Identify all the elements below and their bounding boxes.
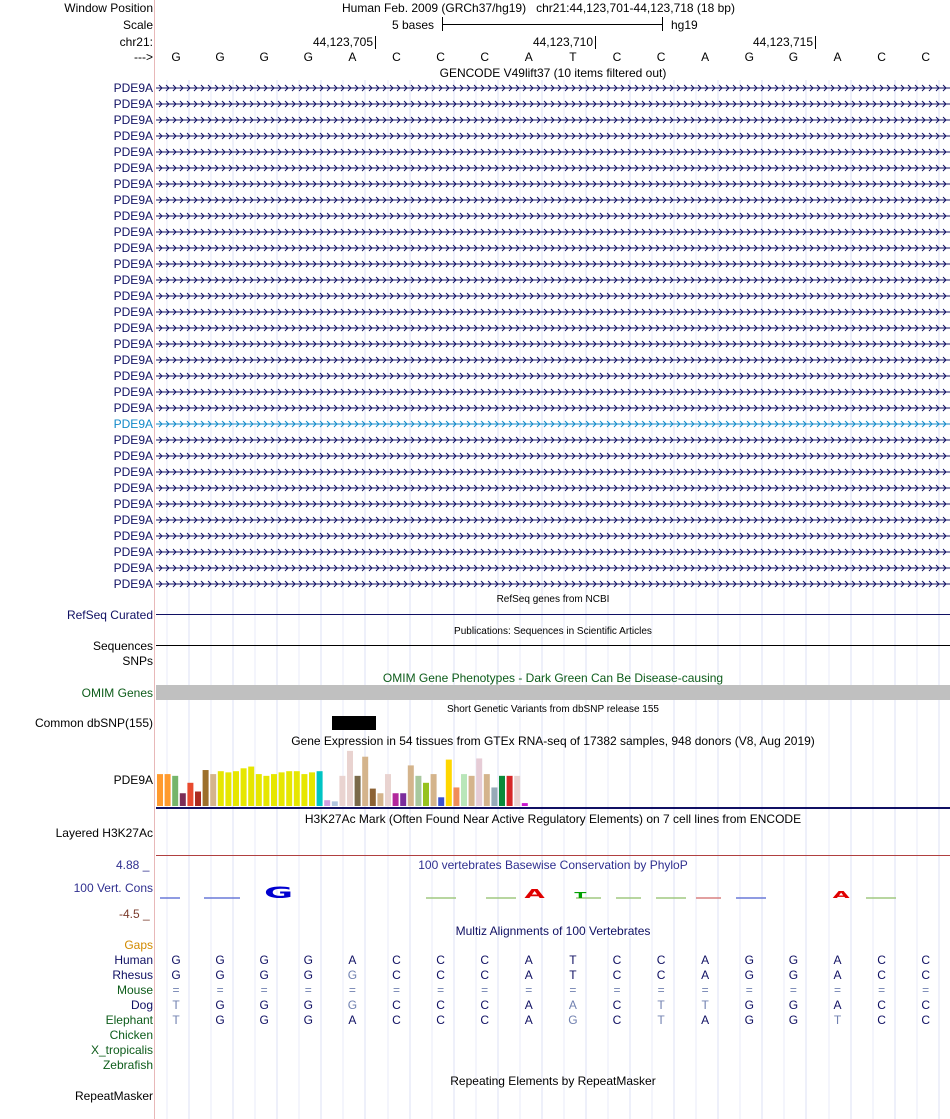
gencode-transcript-feature[interactable]	[156, 578, 950, 590]
multiz-base: T	[701, 998, 709, 1012]
gencode-transcript-label[interactable]: PDE9A	[113, 81, 153, 95]
snps-label[interactable]: SNPs	[122, 654, 153, 668]
multiz-base: A	[833, 953, 842, 967]
multiz-base: C	[921, 953, 931, 967]
gtex-tissue-bar	[286, 771, 292, 806]
gtex-expression-chart[interactable]	[156, 748, 950, 808]
multiz-species-label[interactable]: X_tropicalis	[90, 1043, 153, 1057]
reference-base: C	[392, 50, 401, 64]
multiz-base: G	[303, 968, 313, 982]
phylop-max: 4.88 _	[116, 858, 150, 872]
multiz-title[interactable]: Multiz Alignments of 100 Vertebrates	[455, 924, 651, 938]
multiz-base: A	[524, 968, 533, 982]
gencode-transcript-feature[interactable]	[156, 82, 950, 94]
gtex-tissue-bar	[415, 776, 421, 806]
coord-tick-1: 44,123,705	[313, 35, 373, 49]
gtex-tissue-bar	[507, 776, 513, 806]
multiz-base: C	[612, 968, 622, 982]
gtex-tissue-bar	[324, 800, 330, 806]
gencode-transcript-feature[interactable]	[156, 370, 950, 382]
strand-label: --->	[134, 50, 153, 64]
multiz-base: C	[877, 998, 886, 1012]
gtex-title[interactable]: Gene Expression in 54 tissues from GTEx RNA-seq of 17382 samples, 948 donors (V8, Aug 2019)	[291, 734, 815, 748]
multiz-base: C	[480, 998, 490, 1012]
phylop-letter: G	[264, 883, 293, 903]
reference-base: C	[436, 50, 445, 64]
multiz-base: T	[657, 998, 665, 1012]
gencode-transcript-label[interactable]: PDE9A	[113, 561, 153, 575]
coord-tick-2: 44,123,710	[533, 35, 593, 49]
multiz-base: =	[833, 983, 841, 997]
multiz-base: C	[877, 968, 886, 982]
multiz-base: C	[656, 953, 666, 967]
multiz-base: =	[657, 983, 665, 997]
multiz-base: G	[744, 953, 754, 967]
multiz-base: T	[172, 998, 180, 1012]
gencode-transcript-feature[interactable]	[156, 130, 950, 142]
reference-base: T	[569, 50, 577, 64]
gencode-transcript-label[interactable]: PDE9A	[113, 161, 153, 175]
gencode-transcript-label[interactable]: PDE9A	[113, 193, 153, 207]
multiz-base: C	[656, 968, 666, 982]
multiz-base: =	[304, 983, 312, 997]
gtex-tissue-bar	[279, 772, 285, 806]
multiz-base: A	[701, 968, 710, 982]
multiz-species-label[interactable]: Dog	[130, 998, 153, 1012]
gtex-tissue-bar	[309, 772, 315, 806]
reference-base: C	[656, 50, 666, 64]
assembly-name: Human Feb. 2009 (GRCh37/hg19)	[342, 1, 527, 15]
multiz-base: G	[303, 1013, 313, 1027]
gtex-tissue-bar	[187, 783, 193, 806]
reference-base: A	[348, 50, 357, 64]
multiz-base: C	[392, 1013, 401, 1027]
assembly-title	[342, 1, 735, 15]
multiz-base: C	[921, 1013, 931, 1027]
gtex-tissue-bar	[172, 776, 178, 806]
reference-base: G	[303, 50, 313, 64]
multiz-base: =	[172, 983, 180, 997]
multiz-base: G	[788, 1013, 799, 1027]
gtex-tissue-bar	[423, 783, 429, 806]
multiz-base: =	[922, 983, 930, 997]
gtex-tissue-bar	[400, 793, 406, 806]
gencode-transcript-label[interactable]: PDE9A	[113, 289, 153, 303]
gencode-transcript-feature[interactable]	[156, 530, 950, 542]
multiz-base: A	[524, 953, 533, 967]
gencode-transcript-label[interactable]: PDE9A	[113, 321, 153, 335]
gencode-transcript-label[interactable]: PDE9A	[113, 177, 153, 191]
multiz-base: C	[921, 998, 931, 1012]
multiz-base: C	[612, 953, 622, 967]
gtex-tissue-bar	[347, 751, 353, 806]
gencode-transcript-feature[interactable]	[156, 466, 950, 478]
gencode-transcript-feature[interactable]	[156, 226, 950, 238]
gencode-transcript-feature[interactable]	[156, 242, 950, 254]
multiz-species-label[interactable]: Zebrafish	[102, 1058, 153, 1072]
gencode-title[interactable]: GENCODE V49lift37 (10 items filtered out)	[439, 66, 667, 80]
gtex-tissue-bar	[377, 793, 383, 806]
gencode-transcript-feature[interactable]	[156, 402, 950, 414]
refseq-feature-line[interactable]	[156, 614, 950, 615]
gencode-transcript-feature[interactable]	[156, 450, 950, 462]
reference-base: C	[612, 50, 622, 64]
gencode-transcript-feature[interactable]	[156, 338, 950, 350]
reference-base: G	[259, 50, 269, 64]
gtex-tissue-bar	[271, 774, 277, 806]
multiz-base: =	[745, 983, 753, 997]
multiz-base: G	[744, 998, 754, 1012]
gencode-transcript-feature[interactable]	[156, 434, 950, 446]
gencode-transcript-label[interactable]: PDE9A	[113, 145, 153, 159]
multiz-base: =	[569, 983, 577, 997]
multiz-base: C	[436, 968, 445, 982]
multiz-base: =	[613, 983, 621, 997]
dbsnp-variant[interactable]	[332, 716, 376, 730]
h3k27ac-baseline	[156, 855, 950, 856]
gencode-transcript-label[interactable]: PDE9A	[113, 113, 153, 127]
multiz-base: G	[171, 968, 181, 982]
multiz-base: G	[303, 998, 313, 1012]
multiz-base: C	[392, 953, 401, 967]
scale-bar	[442, 17, 663, 31]
gencode-transcript-feature[interactable]	[156, 162, 950, 174]
multiz-base: A	[833, 998, 842, 1012]
gtex-tissue-bar	[195, 792, 201, 807]
multiz-base: C	[436, 998, 445, 1012]
multiz-base: T	[569, 953, 577, 967]
multiz-base: G	[744, 1013, 754, 1027]
gtex-tissue-bar	[408, 765, 414, 806]
gencode-transcript-label[interactable]: PDE9A	[113, 529, 153, 543]
multiz-base: C	[392, 998, 401, 1012]
multiz-base: A	[701, 1013, 710, 1027]
gtex-tissue-bar	[210, 774, 216, 806]
gtex-tissue-bar	[256, 774, 262, 806]
gtex-tissue-bar	[370, 789, 376, 806]
multiz-base: A	[524, 998, 533, 1012]
multiz-base: =	[481, 983, 489, 997]
multiz-base: A	[701, 953, 710, 967]
multiz-species-label[interactable]: Rhesus	[112, 968, 153, 982]
phylop-letter: A	[524, 886, 545, 901]
multiz-base: =	[216, 983, 224, 997]
multiz-base: G	[215, 1013, 225, 1027]
multiz-base: G	[259, 1013, 269, 1027]
gencode-transcript-label[interactable]: PDE9A	[113, 209, 153, 223]
multiz-base: G	[788, 998, 799, 1012]
gencode-transcript-feature[interactable]	[156, 354, 950, 366]
gtex-tissue-bar	[180, 793, 186, 806]
reference-base: A	[701, 50, 710, 64]
gencode-transcript-feature[interactable]	[156, 322, 950, 334]
gencode-transcript-feature[interactable]	[156, 274, 950, 286]
multiz-base: G	[568, 1013, 578, 1027]
multiz-base: C	[392, 968, 401, 982]
gtex-tissue-bar	[484, 774, 490, 806]
gencode-transcript-label[interactable]: PDE9A	[113, 97, 153, 111]
gtex-tissue-bar	[248, 767, 254, 806]
reference-base: C	[877, 50, 886, 64]
gtex-tissue-bar	[461, 774, 467, 806]
gencode-transcript-label[interactable]: PDE9A	[113, 257, 153, 271]
gtex-tissue-bar	[393, 793, 399, 806]
phylop-letter: A	[832, 889, 850, 901]
repeatmasker-label[interactable]: RepeatMasker	[74, 1089, 153, 1103]
gencode-transcript-feature[interactable]	[156, 498, 950, 510]
multiz-base: G	[215, 998, 225, 1012]
multiz-base: C	[436, 953, 445, 967]
gtex-tissue-bar	[355, 776, 361, 806]
gtex-label[interactable]: PDE9A	[113, 773, 153, 787]
gtex-tissue-bar	[157, 774, 163, 806]
multiz-species-label[interactable]: Human	[114, 953, 153, 967]
phylop-label[interactable]: 100 Vert. Cons	[73, 881, 153, 895]
multiz-base: G	[347, 968, 358, 982]
gtex-tissue-bar	[499, 776, 505, 806]
multiz-base: C	[612, 998, 622, 1012]
gencode-transcript-label[interactable]: PDE9A	[113, 225, 153, 239]
chrom-label: chr21:	[119, 35, 153, 49]
gtex-tissue-bar	[476, 758, 482, 806]
multiz-base: =	[348, 983, 356, 997]
dbsnp-label[interactable]: Common dbSNP(155)	[34, 716, 153, 730]
scale-text: 5 bases	[392, 18, 435, 32]
gtex-tissue-bar	[263, 776, 269, 806]
gtex-tissue-bar	[385, 774, 391, 806]
scale-db: hg19	[671, 18, 698, 32]
multiz-base: G	[788, 953, 799, 967]
multiz-base: =	[701, 983, 709, 997]
reference-base: G	[744, 50, 754, 64]
multiz-base: G	[744, 968, 754, 982]
gtex-tissue-bar	[522, 803, 528, 806]
reference-base: G	[788, 50, 799, 64]
multiz-base: =	[437, 983, 445, 997]
publications-title[interactable]: Publications: Sequences in Scientific Articles	[454, 626, 652, 637]
refseq-title[interactable]: RefSeq genes from NCBI	[496, 594, 610, 605]
multiz-base: =	[392, 983, 400, 997]
multiz-base: =	[878, 983, 886, 997]
gtex-tissue-bar	[446, 760, 452, 806]
gtex-baseline	[156, 807, 950, 809]
gaps-label[interactable]: Gaps	[124, 938, 153, 952]
gencode-transcript-label[interactable]: PDE9A	[113, 241, 153, 255]
multiz-base: G	[259, 968, 269, 982]
reference-base: G	[215, 50, 225, 64]
gencode-transcript-feature[interactable]	[156, 546, 950, 558]
gencode-transcript-label[interactable]: PDE9A	[113, 465, 153, 479]
gencode-transcript-label[interactable]: PDE9A	[113, 129, 153, 143]
reference-base: A	[833, 50, 842, 64]
multiz-base: C	[480, 968, 490, 982]
gencode-transcript-feature[interactable]	[156, 386, 950, 398]
multiz-base: G	[303, 953, 313, 967]
gencode-transcript-feature[interactable]	[156, 290, 950, 302]
multiz-base: =	[260, 983, 268, 997]
gencode-transcript-feature[interactable]	[156, 98, 950, 110]
sequences-label[interactable]: Sequences	[92, 639, 153, 653]
phylop-logo[interactable]	[156, 880, 950, 908]
multiz-base: G	[788, 968, 799, 982]
multiz-species-label[interactable]: Chicken	[109, 1028, 153, 1042]
refseq-label[interactable]: RefSeq Curated	[66, 608, 153, 622]
scale-label: Scale	[122, 18, 153, 32]
multiz-base: T	[833, 1013, 842, 1027]
gencode-transcript-feature[interactable]	[156, 178, 950, 190]
phylop-title[interactable]: 100 vertebrates Basewise Conservation by PhyloP	[418, 858, 688, 872]
gtex-tissue-bar	[431, 774, 437, 806]
gtex-tissue-bar	[241, 768, 247, 806]
publications-feature-line[interactable]	[156, 645, 950, 646]
multiz-base: C	[436, 1013, 445, 1027]
h3k27ac-title[interactable]: H3K27Ac Mark (Often Found Near Active Regulatory Elements) on 7 cell lines from ENCODE	[304, 812, 802, 826]
gencode-transcript-label[interactable]: PDE9A	[113, 369, 153, 383]
multiz-base: C	[612, 1013, 622, 1027]
gencode-transcript-label[interactable]: PDE9A	[113, 273, 153, 287]
multiz-base: G	[259, 998, 269, 1012]
gtex-tissue-bar	[203, 770, 209, 806]
gtex-tissue-bar	[491, 787, 497, 806]
phylop-min: -4.5 _	[119, 907, 150, 921]
multiz-base: G	[215, 968, 225, 982]
multiz-base: =	[789, 983, 797, 997]
reference-base: A	[524, 50, 533, 64]
gtex-tissue-bar	[317, 771, 323, 806]
multiz-base: C	[877, 1013, 886, 1027]
multiz-base: C	[921, 968, 931, 982]
phylop-letter: T	[574, 890, 587, 901]
position-readout: chr21:44,123,701-44,123,718 (18 bp)	[536, 1, 735, 15]
reference-base: G	[171, 50, 181, 64]
gtex-tissue-bar	[294, 771, 300, 806]
omim-title[interactable]: OMIM Gene Phenotypes - Dark Green Can Be Disease-causing	[382, 671, 724, 685]
multiz-base: A	[568, 998, 577, 1012]
gtex-tissue-bar	[514, 776, 520, 806]
reference-base: C	[480, 50, 490, 64]
gtex-tissue-bar	[362, 757, 368, 806]
gencode-transcript-label[interactable]: PDE9A	[113, 577, 153, 591]
gencode-transcript-label[interactable]: PDE9A	[113, 353, 153, 367]
gencode-transcript-label[interactable]: PDE9A	[113, 513, 153, 527]
multiz-base: A	[348, 1013, 357, 1027]
gtex-tissue-bar	[453, 787, 459, 806]
omim-label[interactable]: OMIM Genes	[81, 686, 153, 700]
reference-base: C	[921, 50, 931, 64]
repeatmasker-title[interactable]: Repeating Elements by RepeatMasker	[450, 1074, 656, 1088]
multiz-base: T	[172, 1013, 180, 1027]
gencode-transcript-feature[interactable]	[156, 146, 950, 158]
gtex-tissue-bar	[438, 797, 444, 806]
gencode-transcript-feature[interactable]	[156, 114, 950, 126]
gencode-transcript-feature[interactable]	[156, 306, 950, 318]
coord-tick-3: 44,123,715	[753, 35, 813, 49]
gencode-transcript-feature[interactable]	[156, 514, 950, 526]
label-column-divider	[154, 0, 155, 1119]
multiz-base: C	[480, 1013, 490, 1027]
multiz-base: G	[259, 953, 269, 967]
gencode-transcript-label[interactable]: PDE9A	[113, 449, 153, 463]
gencode-transcript-label[interactable]: PDE9A	[113, 497, 153, 511]
omim-gene-bar[interactable]	[156, 685, 950, 700]
gencode-transcript-label[interactable]: PDE9A	[113, 337, 153, 351]
multiz-base: T	[569, 968, 577, 982]
gtex-tissue-bar	[218, 771, 224, 806]
multiz-base: A	[524, 1013, 533, 1027]
gtex-tissue-bar	[332, 801, 338, 806]
multiz-species-label[interactable]: Elephant	[105, 1013, 153, 1027]
multiz-base: A	[833, 968, 842, 982]
h3k27ac-label[interactable]: Layered H3K27Ac	[55, 826, 153, 840]
gtex-tissue-bar	[301, 774, 307, 806]
multiz-base: A	[348, 953, 357, 967]
dbsnp-title[interactable]: Short Genetic Variants from dbSNP release 155	[447, 704, 659, 715]
gencode-transcript-label[interactable]: PDE9A	[113, 433, 153, 447]
gencode-transcript-label[interactable]: PDE9A	[113, 305, 153, 319]
gencode-transcript-feature[interactable]	[156, 258, 950, 270]
gtex-tissue-bar	[165, 774, 171, 806]
gtex-tissue-bar	[469, 776, 475, 806]
gtex-tissue-bar	[233, 771, 239, 806]
multiz-base: C	[480, 953, 490, 967]
multiz-base: G	[347, 998, 358, 1012]
gtex-tissue-bar	[339, 776, 345, 806]
gencode-transcript-feature[interactable]	[156, 482, 950, 494]
multiz-base: T	[657, 1013, 665, 1027]
gencode-transcript-label[interactable]: PDE9A	[113, 385, 153, 399]
gtex-tissue-bar	[225, 772, 231, 806]
gencode-transcript-feature[interactable]	[156, 418, 950, 430]
multiz-species-label[interactable]: Mouse	[116, 983, 153, 997]
gencode-transcript-feature[interactable]	[156, 562, 950, 574]
gencode-transcript-feature[interactable]	[156, 194, 950, 206]
gencode-transcript-feature[interactable]	[156, 210, 950, 222]
gencode-transcript-label[interactable]: PDE9A	[113, 401, 153, 415]
window-position-label: Window Position	[64, 1, 153, 15]
multiz-base: C	[877, 953, 886, 967]
multiz-base: =	[525, 983, 533, 997]
gencode-transcript-label[interactable]: PDE9A	[113, 481, 153, 495]
multiz-base: G	[171, 953, 181, 967]
gencode-transcript-label[interactable]: PDE9A	[113, 545, 153, 559]
gencode-transcript-label[interactable]: PDE9A	[113, 417, 153, 431]
multiz-base: G	[215, 953, 225, 967]
